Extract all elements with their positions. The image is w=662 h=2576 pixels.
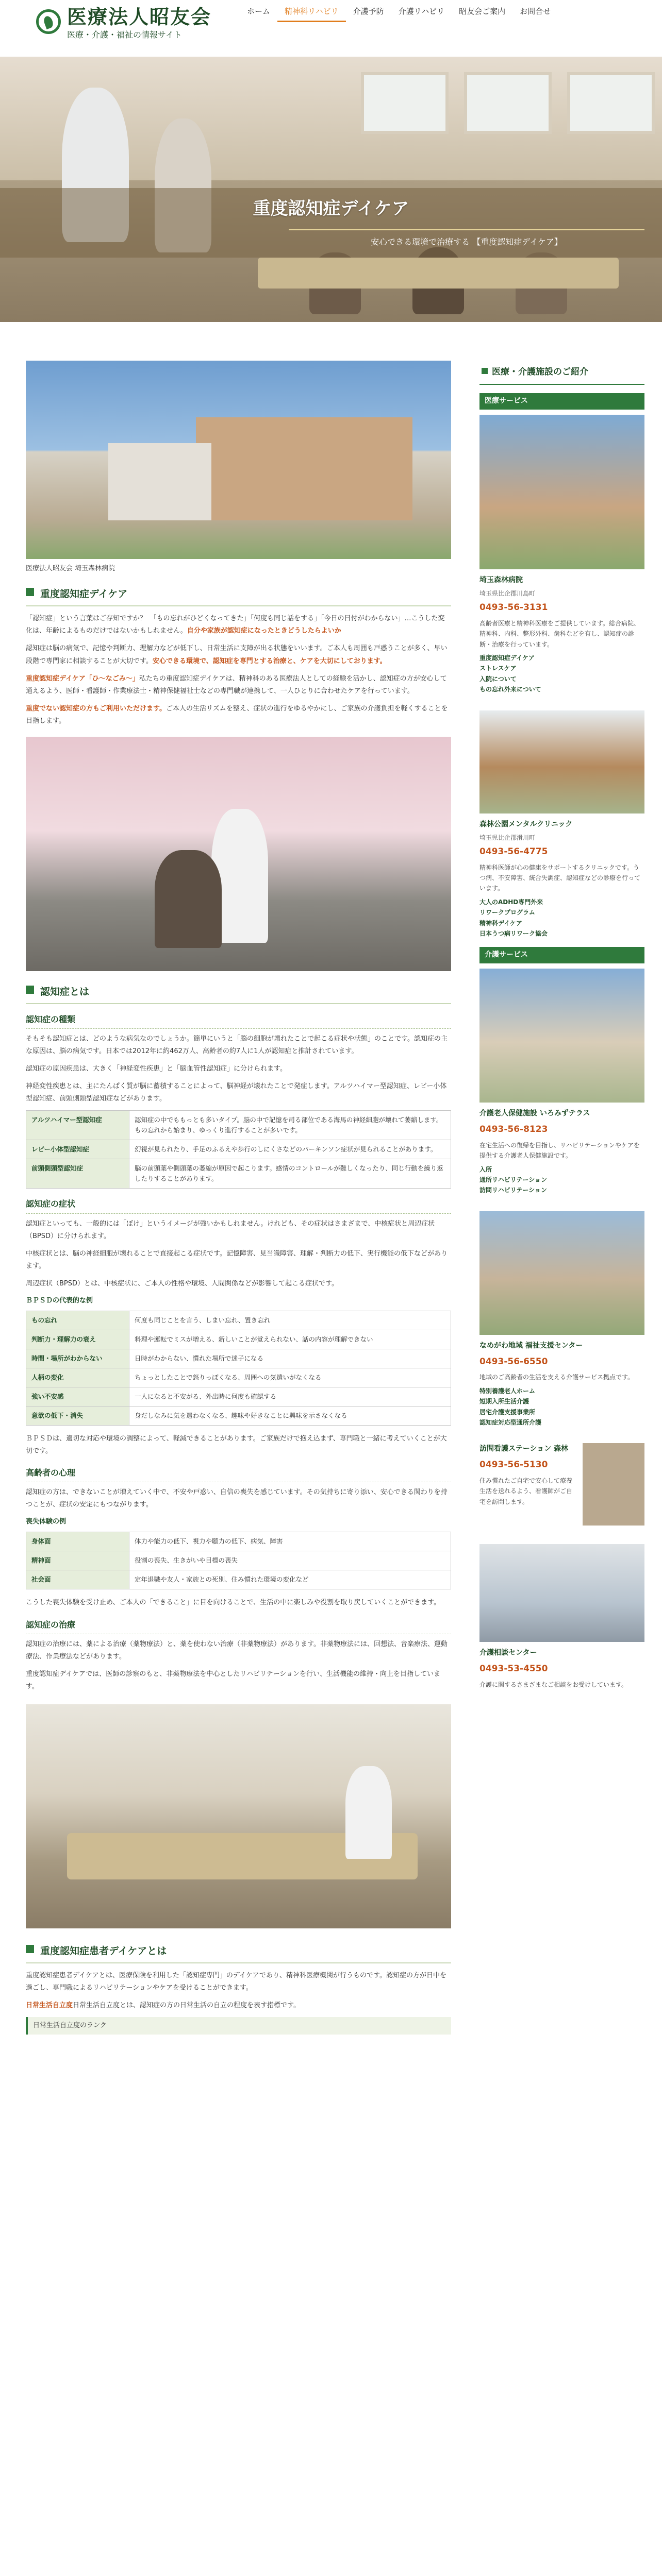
photo-caption: 医療法人昭友会 埼玉森林病院: [26, 565, 115, 572]
facility-link[interactable]: 訪問リハビリテーション: [479, 1187, 547, 1194]
highlight-text: 安心できる環境で、認知症を専門とする治療と、ケアを大切にしております。: [152, 657, 387, 665]
paragraph: 認知症の治療には、薬による治療（薬物療法）と、薬を使わない治療（非薬物療法）があります。非薬物療法には、回想法、音楽療法、運動療法、作業療法などがあります。: [26, 1640, 448, 1660]
category-label-medical: 医療サービス: [479, 393, 644, 410]
table-cell: 脳の前頭葉や側頭葉の萎縮が原因で起こります。感情のコントロールが難しくなったり、同じ行動を繰り返したりすることがあります。: [129, 1159, 451, 1189]
table-cell: 役割の喪失、生きがいや目標の喪失: [129, 1551, 451, 1570]
paragraph: ＢＰＳＤは、適切な対応や環境の調整によって、軽減できることがあります。ご家族だけで抱え込まず、専門職と一緒に考えていくことが大切です。: [26, 1435, 447, 1455]
table-cell: 身だしなみに気を遣わなくなる、趣味や好きなことに興味を示さなくなる: [129, 1406, 451, 1426]
subsection-title: 認知症の種類: [26, 1012, 451, 1029]
facility-description: 高齢者医療と精神科医療をご提供しています。総合病院、精神科、内科、整形外科、歯科などを有し、認知症の診断・治療を行っています。: [479, 619, 640, 648]
facility-phone[interactable]: 0493-56-4775: [479, 846, 548, 857]
table-cell: レビー小体型認知症: [26, 1140, 129, 1159]
facility-description: 在宅生活への復帰を目指し、リハビリテーションやケアを提供する介護老人保健施設です。: [479, 1141, 640, 1160]
facility-link[interactable]: リワークプログラム: [479, 909, 535, 917]
nav-home[interactable]: ホーム: [247, 7, 271, 16]
table-cell: 日時がわからない、慣れた場所で迷子になる: [129, 1349, 451, 1368]
paragraph: [26, 613, 451, 637]
table-heading: 喪失体験の例: [26, 1518, 67, 1526]
table-row: [26, 1349, 451, 1368]
facility-links: [479, 897, 644, 939]
dementia-care-photo: [26, 737, 451, 971]
table-cell: 判断力・理解力の衰え: [26, 1330, 129, 1349]
paragraph: こうした喪失体験を受け止め、ご本人の「できること」に目を向けることで、生活の中に楽しみや役割を取り戻していくことができます。: [26, 1599, 441, 1607]
section-title: 重度認知症患者デイケアとは: [26, 1940, 451, 1963]
table-cell: 前頭側頭型認知症: [26, 1159, 129, 1189]
facility-name[interactable]: なめがわ地域 福祉支援センター: [479, 1341, 583, 1350]
facility-phone[interactable]: 0493-56-8123: [479, 1124, 548, 1134]
table-cell: 意欲の低下・消失: [26, 1406, 129, 1426]
subsection-title: 認知症の症状: [26, 1197, 451, 1213]
facility-name[interactable]: 森林公園メンタルクリニック: [479, 820, 573, 828]
info-box: 日常生活自立度のランク: [26, 2017, 451, 2035]
facility-link[interactable]: 通所リハビリテーション: [479, 1176, 547, 1183]
table-cell: もの忘れ: [26, 1311, 129, 1330]
table-row: [26, 1368, 451, 1387]
facility-link[interactable]: 短期入所生活介護: [479, 1398, 529, 1405]
facility-phone[interactable]: 0493-56-6550: [479, 1356, 548, 1367]
facility-link[interactable]: 特別養護老人ホーム: [479, 1387, 536, 1395]
page-title: 重度認知症デイケア: [253, 198, 409, 219]
section-title: 重度認知症デイケア: [26, 583, 451, 606]
logo-text[interactable]: 医療法人昭友会: [67, 6, 212, 28]
table-cell: 人柄の変化: [26, 1368, 129, 1387]
paragraph: 認知症の方は、できないことが増えていく中で、不安や戸惑い、自信の喪失を感じています。その気持ちに寄り添い、安心できる関わりを持つことが、症状の安定にもつながります。: [26, 1488, 448, 1509]
facility-photo: [479, 1544, 644, 1642]
paragraph: 認知症の原因疾患は、大きく「神経変性疾患」と「脳血管性認知症」に分けられます。: [26, 1065, 287, 1073]
main-content: [26, 361, 451, 2042]
facility-name[interactable]: 介護老人保健施設 いろみずテラス: [479, 1109, 590, 1118]
highlight-text: 重度でない認知症の方もご利用いただけます。: [26, 704, 166, 713]
hero-banner: [0, 57, 662, 322]
facility-link[interactable]: 重度認知症デイケア: [479, 654, 535, 662]
facility-card[interactable]: [479, 415, 644, 695]
loss-experience-table: [26, 1532, 451, 1589]
table-row: [26, 1387, 451, 1406]
hero-desc-1: 安心できる環境で治療する: [371, 237, 470, 247]
facility-name[interactable]: 介護相談センター: [479, 1649, 537, 1657]
nav-prevention[interactable]: 介護予防: [353, 7, 384, 16]
hero-description: [289, 234, 644, 250]
paragraph: そもそも認知症とは、どのような病気なのでしょうか。簡単にいうと「脳の細胞が壊れたことで起こる症状や状態」のことです。認知症の主な原因は、脳の病気です。日本では2012年に約462万人、高齢者の約7人に1人が認知症と推計されています。: [26, 1035, 448, 1056]
table-cell: 体力や能力の低下、視力や聴力の低下、病気、障害: [129, 1532, 451, 1551]
facility-links: [479, 1164, 644, 1196]
highlight-text: 自分や家族が認知症になったときどうしたらよいか: [187, 627, 341, 635]
paragraph: 重度認知症患者デイケアとは、医療保険を利用した「認知症専門」のデイケアであり、精神科医療機関が行うものです。認知症の方が日中を過ごし、専門職によるリハビリテーションやケアを受けることができます。: [26, 1972, 447, 1992]
facility-link[interactable]: 日本うつ病リワーク協会: [479, 929, 548, 937]
table-cell: ちょっとしたことで怒りっぽくなる、周囲への気遣いがなくなる: [129, 1368, 451, 1387]
facility-card[interactable]: [479, 710, 644, 939]
facility-address: 埼玉県比企郡滑川町: [479, 834, 536, 842]
table-row: [26, 1111, 451, 1140]
table-cell: 幻視が見られたり、手足のふるえや歩行のしにくさなどのパーキンソン症状が見られることがあります。: [129, 1140, 451, 1159]
facility-link[interactable]: 認知症対応型通所介護: [479, 1419, 542, 1426]
dementia-types-table: [26, 1110, 451, 1189]
facility-photo: [583, 1443, 644, 1526]
logo-tagline: 医療・介護・福祉の情報サイト: [67, 30, 182, 40]
facility-photo: [479, 1211, 644, 1335]
facility-card[interactable]: [479, 1443, 644, 1529]
hero-divider: [289, 229, 644, 230]
paragraph: [26, 1999, 451, 2012]
logo-icon[interactable]: [36, 9, 61, 34]
category-label-care: 介護サービス: [479, 947, 644, 963]
nav-about[interactable]: 昭友会ご案内: [459, 7, 506, 16]
table-row: [26, 1140, 451, 1159]
table-heading: ＢＰＳＤの代表的な例: [26, 1296, 93, 1304]
site-header: [0, 0, 662, 57]
highlight-text: 日常生活自立度: [26, 2002, 73, 2010]
paragraph: 周辺症状（BPSD）とは、中核症状に、ご本人の性格や環境、人間関係などが影響して起こる症状です。: [26, 1279, 338, 1287]
table-cell: 一人になると不安がる、外出時に何度も確認する: [129, 1387, 451, 1406]
table-cell: 料理や運転でミスが増える、新しいことが覚えられない、話の内容が理解できない: [129, 1330, 451, 1349]
facility-photo: [479, 710, 644, 814]
paragraph-text: 認知症は脳の病気で、記憶や判断力、理解力などが低下し、日常生活に支障が出る状態をいいます。ご本人も周囲も戸惑うことが多く、早い段階で専門家に相談することが大切です。: [26, 645, 448, 665]
facility-link[interactable]: ストレスケア: [479, 665, 517, 672]
table-row: [26, 1159, 451, 1189]
facility-name[interactable]: 埼玉森林病院: [479, 575, 523, 584]
facility-phone[interactable]: 0493-56-3131: [479, 602, 548, 613]
subsection-title: 高齢者の心理: [26, 1466, 451, 1482]
facility-link[interactable]: もの忘れ外来について: [479, 686, 541, 693]
facility-phone[interactable]: 0493-53-4550: [479, 1664, 548, 1674]
facility-links: [479, 1386, 644, 1428]
paragraph: [26, 642, 451, 667]
highlight-text: 重度認知症デイケア「ひ～なごみ～」: [26, 674, 139, 683]
facility-phone[interactable]: 0493-56-5130: [479, 1460, 548, 1470]
hero-window: [464, 72, 552, 134]
table-cell: 認知症の中でももっとも多いタイプ。脳の中で記憶を司る部位である海馬の神経細胞が壊れて萎縮します。もの忘れから始まり、ゆっくり進行することが多いです。: [129, 1111, 451, 1140]
paragraph: [26, 673, 451, 698]
hero-desc-2: 【重度認知症デイケア】: [472, 237, 562, 247]
table-cell: 精神面: [26, 1551, 129, 1570]
paragraph: 重度認知症デイケアでは、医師の診察のもと、非薬物療法を中心としたリハビリテーションを行い、生活機能の維持・向上を目指しています。: [26, 1670, 441, 1690]
table-row: [26, 1551, 451, 1570]
facility-description: 地域のご高齢者の生活を支える介護サービス拠点です。: [479, 1374, 634, 1381]
facility-photo: [479, 969, 644, 1103]
table-cell: アルツハイマー型認知症: [26, 1111, 129, 1140]
hero-table: [258, 258, 619, 289]
sidebar-title: 医療・介護施設のご紹介: [479, 361, 644, 385]
facility-name[interactable]: 訪問看護ステーション 森林: [479, 1445, 569, 1453]
facility-link[interactable]: 居宅介護支援事業所: [479, 1408, 536, 1416]
building-shape: [108, 443, 211, 520]
paragraph-text: 「認知症」という言葉はご存知ですか？ 「もの忘れがひどくなってきた」「何度も同じ話をする」「今日の日付がわからない」…こうした変化は、年齢によるものだけではないかもしれません。: [26, 615, 445, 635]
table-cell: 社会面: [26, 1570, 129, 1589]
facility-description: 精神科医師が心の健康をサポートするクリニックです。うつ病、不安障害、統合失調症、認知症などの診療を行っています。: [479, 863, 641, 892]
section-title: 認知症とは: [26, 980, 451, 1004]
bpsd-table: [26, 1311, 451, 1426]
facility-photo: [479, 415, 644, 569]
facility-card[interactable]: [479, 1211, 644, 1428]
facility-link[interactable]: 入所: [479, 1165, 492, 1173]
subsection-title: 認知症の治療: [26, 1618, 451, 1634]
paragraph: [26, 703, 451, 727]
nav-contact[interactable]: お問合せ: [520, 7, 551, 16]
facility-link[interactable]: 入院について: [479, 675, 517, 683]
photo-person: [345, 1766, 392, 1859]
hospital-photo: [26, 361, 451, 559]
table-cell: 身体面: [26, 1532, 129, 1551]
building-shape: [196, 417, 412, 520]
hero-window: [567, 72, 655, 134]
table-row: [26, 1406, 451, 1426]
table-row: [26, 1330, 451, 1349]
paragraph-text: ご本人の生活リズムを整え、症状の進行をゆるやかにし、ご家族の介護負担を軽くすることを目指します。: [26, 704, 448, 725]
table-row: [26, 1311, 451, 1330]
nav-psych-rehab[interactable]: 精神科リハビリ: [277, 2, 346, 22]
facility-description: 介護に関するさまざまなご相談をお受けしています。: [479, 1681, 628, 1689]
daycare-activity-photo: [26, 1704, 451, 1928]
paragraph: 神経変性疾患とは、主にたんぱく質が脳に蓄積することによって、脳神経が壊れたことで発症します。アルツハイマー型認知症、レビー小体型認知症、前頭側頭型認知症などがあります。: [26, 1082, 447, 1103]
paragraph: 中核症状とは、脳の神経細胞が壊れることで直接起こる症状です。記憶障害、見当識障害、理解・判断力の低下、実行機能の低下などがあります。: [26, 1249, 448, 1270]
facility-address: 埼玉県比企郡川島町: [479, 590, 536, 598]
hero-window: [361, 72, 449, 134]
table-cell: 何度も同じことを言う、しまい忘れ、置き忘れ: [129, 1311, 451, 1330]
facility-link[interactable]: 精神科デイケア: [479, 919, 522, 927]
photo-person: [155, 850, 222, 948]
global-nav: [240, 2, 558, 22]
table-cell: 強い不安感: [26, 1387, 129, 1406]
paragraph: 認知症といっても、一般的には「ぼけ」というイメージが強いかもしれません。けれども、その症状はさまざまで、中核症状と周辺症状（BPSD）に分けられます。: [26, 1219, 435, 1240]
facility-card[interactable]: [479, 1544, 644, 1690]
table-cell: 定年退職や友人・家族との死別、住み慣れた環境の変化など: [129, 1570, 451, 1589]
table-row: [26, 1532, 451, 1551]
paragraph-text: 私たちの重度認知症デイケアは、精神科のある医療法人としての経験を活かし、認知症の方が安心して通えるよう、医師・看護師・作業療法士・精神保健福祉士などの専門職が連携して、一人ひとりに合わせたケアを行っています。: [26, 674, 447, 695]
sidebar: [479, 361, 644, 1690]
paragraph-text: 日常生活自立度とは、認知症の方の日常生活の自立の程度を表す指標です。: [73, 2002, 300, 2010]
facility-description: 住み慣れたご自宅で安心して療養生活を送れるよう、看護師がご自宅を訪問します。: [479, 1477, 573, 1505]
facility-card[interactable]: [479, 969, 644, 1196]
facility-links: [479, 653, 644, 695]
nav-care-rehab[interactable]: 介護リハビリ: [398, 7, 445, 16]
facility-link[interactable]: 大人のADHD専門外来: [479, 898, 543, 906]
table-row: [26, 1570, 451, 1589]
table-cell: 時間・場所がわからない: [26, 1349, 129, 1368]
